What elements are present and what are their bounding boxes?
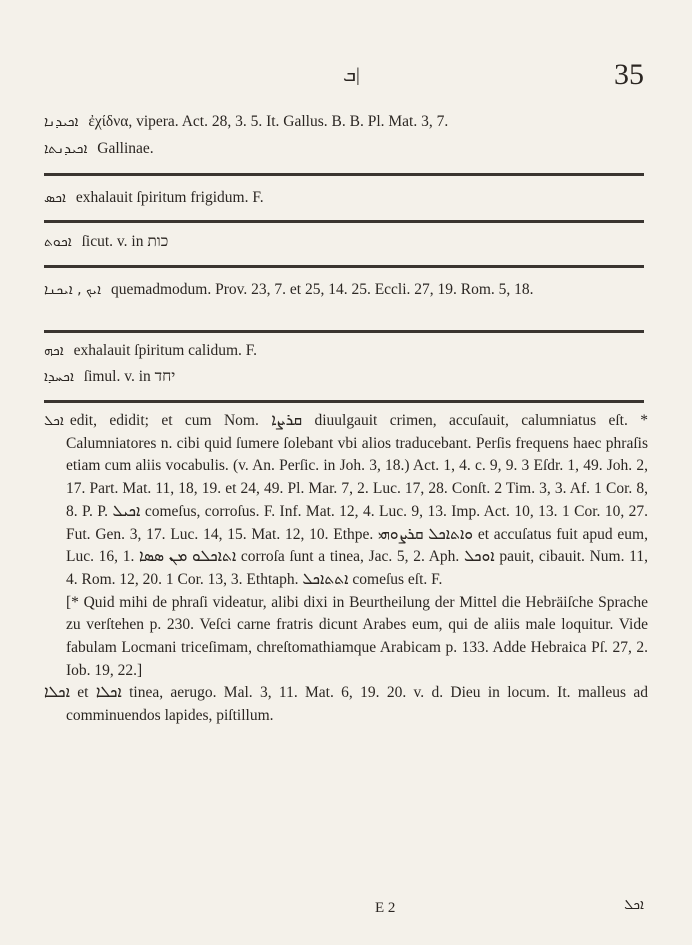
divider-rule bbox=[44, 220, 644, 223]
entry-text: Gallinae. bbox=[97, 140, 154, 157]
main-entry-text: edit, edidit; et cum Nom. ܩܪܨܐ diuulgauit crimen, accuſauit, calumniatus eſt. * Calumniatores n. cibi quid ſumere ſolebant vbi alios traducebant. Perſis frequens haec phraſis etiam cum aliis vocabulis. (v. An. Perſic. in Joh. 3, 18.) Act. 1, 4. c. 9, 9. 3 Eſdr. 1, 49. Joh. 2, 17. Part. Mat. 11, 18, 19. et 24, 49. Pl. Mar. 7, 2. Luc. 17, 28. Conſt. 2 Tim. 3, 3. Af. 1 Cor. 8, 8. P. P. ܐܟܝܠ comeſus, corroſus. F. Inf. Mat. 12, 4. Luc. 9, 13. Imp. Act. 10, 13. 1 Cor. 10, 27. Fut. Gen. 3, 17. Luc. 14, 15. Mat. 12, 10. Ethpe. ܘܐܬܐܟܠ ܩܪܨܘܗܝ et accuſatus fuit apud eum, Luc. 16, 1. ܐܬܐܟܠܘ ܡܢ ܣܣܐ corroſa ſunt a tinea, Jac. 5, 2. Aph. ܐܘܟܠ pauit, cibauit. Num. 11, 4. Rom. 12, 20. 1 Cor. 13, 3. Ethtaph. ܐܬܬܐܟܠ comeſus eſt. F. bbox=[66, 412, 648, 588]
divider-rule bbox=[44, 265, 644, 268]
syriac-headword: ܐܝܟ , ܐܝܟܢܐ bbox=[44, 282, 102, 298]
entry-text: ſimul. v. in יחד bbox=[83, 368, 176, 385]
entry-simul bbox=[44, 366, 644, 389]
syriac-headword: ܐܟܗ bbox=[44, 343, 64, 359]
entry-text: ſicut. v. in כות bbox=[81, 233, 169, 250]
syriac-headword: ܐܟܝܕܢܐ bbox=[44, 114, 79, 130]
entry-text: exhalauit ſpiritum calidum. F. bbox=[73, 342, 258, 359]
signature-mark: E 2 bbox=[375, 900, 396, 916]
divider-rule bbox=[44, 330, 644, 333]
main-entry bbox=[44, 410, 648, 728]
catchword: ܐܟܠ bbox=[624, 897, 644, 913]
divider-rule bbox=[44, 400, 644, 403]
syriac-headword: ܐܟܣ bbox=[44, 190, 66, 206]
running-head: ܒ| bbox=[343, 65, 360, 86]
page-number: 35 bbox=[614, 58, 644, 91]
entry-quemadmodum bbox=[44, 279, 644, 302]
syriac-headword: ܐܟܝܕܢܬܐ bbox=[44, 141, 88, 157]
syriac-headword: ܐܟܚܕܐ bbox=[44, 369, 74, 385]
entry-sicut bbox=[44, 231, 644, 254]
entry-text: ἐχίδνα, vipera. Act. 28, 3. 5. It. Gallus. B. B. Pl. Mat. 3, 7. bbox=[88, 113, 449, 130]
entry-vipera bbox=[44, 111, 644, 134]
entry-tinea: ܐܟܠܐ et ܐܟܠܐ tinea, aerugo. Mal. 3, 11. Mat. 6, 19. 20. v. d. Dieu in locum. It. malleus ad comminuendos lapides, piſtillum. bbox=[44, 684, 649, 725]
entry-exhalauit-calidum bbox=[44, 340, 644, 363]
divider-rule bbox=[44, 173, 644, 176]
entry-text: quemadmodum. Prov. 23, 7. et 25, 14. 25. Eccli. 27, 19. Rom. 5, 18. bbox=[110, 281, 534, 298]
bracketed-note: [* Quid mihi de phraſi videatur, alibi dixi in Beurtheilung der Mittel die Hebräiſche Sprache zu verſtehen p. 230. Veſci carne fratris dicunt Arabes eum, qui de aliis male loquitur. Vide fabulam Locmani triceſimam, chreſtomathiamque Arabicam p. 133. Adde Hebraica Pſ. 27, 2. Iob. 19, 22.] bbox=[66, 593, 648, 679]
main-entry-paragraph bbox=[44, 410, 648, 592]
syriac-headword: ܐܟܠ bbox=[44, 413, 64, 429]
entry-exhalauit-frigidum bbox=[44, 187, 644, 210]
syriac-headword: ܐܟܘܬ bbox=[44, 234, 72, 250]
entry-text: exhalauit ſpiritum frigidum. F. bbox=[75, 189, 264, 206]
entry-gallinae bbox=[44, 138, 644, 161]
